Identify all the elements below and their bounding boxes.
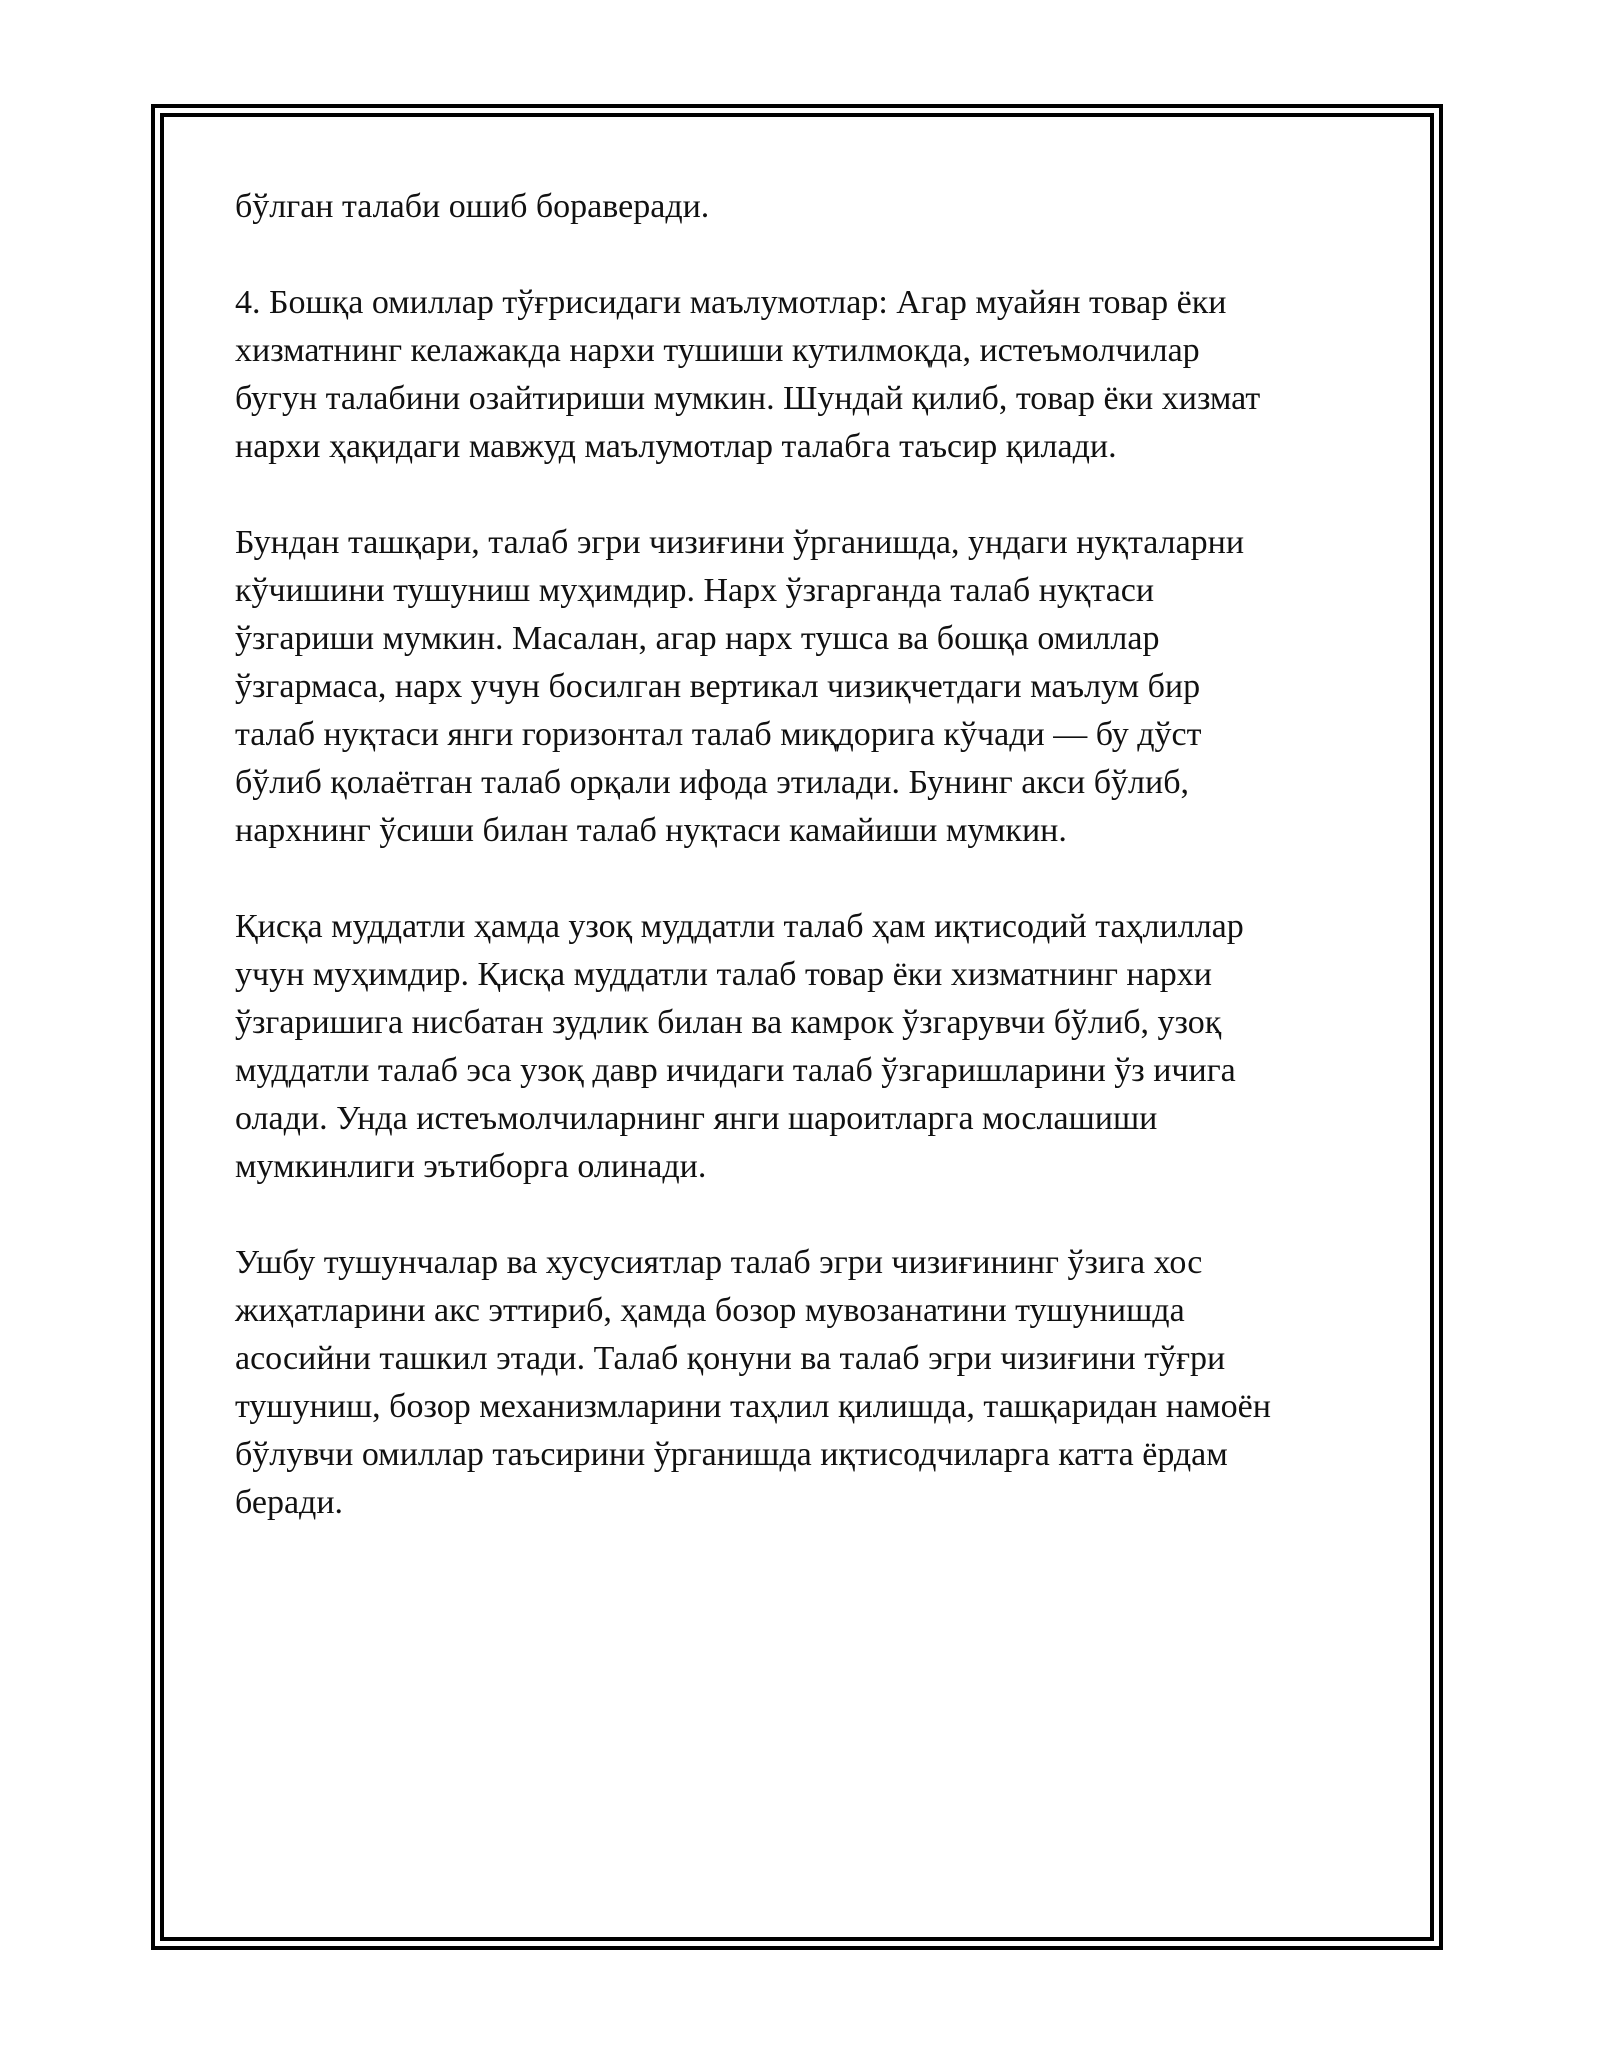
paragraph-short-long-term-demand: Қисқа муддатли ҳамда узоқ муддатли талаб ҳам иқтисодий таҳлиллар учун муҳимдир. Қисқа муддатли талаб товар ёки хизматнинг нархи ўзгаришига нисбатан зудлик билан ва камрок ўзгарувчи бўлиб, узоқ муддатли талаб эса узоқ давр ичидаги талаб ўзгаришларини ўз ичига олади. Унда истеъмолчиларнинг янги шароитларга мослашиши мумкинлиги эътиборга олинади. <box>235 908 1244 1185</box>
paragraph-demand-curve-points: Бундан ташқари, талаб эгри чизиғини ўрганишда, ундаги нуқталарни кўчишини тушуниш муҳимдир. Нарх ўзгарганда талаб нуқтаси ўзгариши мумкин. Масалан, агар нарх тушса ва бошқа омиллар ўзгармаса, нарх учун босилган вертикал чизиқчетдаги маълум бир талаб нуқтаси янги горизонтал талаб миқдорига кўчади — бу дўст бўлиб қолаётган талаб орқали ифода этилади. Бунинг акси бўлиб, нархнинг ўсиши билан талаб нуқтаси камайиши мумкин. <box>235 524 1245 849</box>
page-body <box>235 183 1385 1575</box>
paragraph-other-factors: 4. Бошқа омиллар тўғрисидаги маълумотлар: Агар муайян товар ёки хизматнинг келажакда нархи тушиши кутилмоқда, истеъмолчилар бугун талабини озайтириши мумкин. Шундай қилиб, товар ёки хизмат нархи ҳақидаги мавжуд маълумотлар талабга таъсир қилади. <box>235 284 1261 465</box>
paragraph-conclusion: Ушбу тушунчалар ва хусусиятлар талаб эгри чизиғининг ўзига хос жиҳатларини акс эттириб, ҳамда бозор мувозанатини тушунишда асосийни ташкил этади. Талаб қонуни ва талаб эгри чизиғини тўғри тушуниш, бозор механизмларини таҳлил қилишда, ташқаридан намоён бўлувчи омиллар таъсирини ўрганишда иқтисодчиларга катта ёрдам беради. <box>235 1244 1271 1521</box>
paragraph-continuation: бўлган талаби ошиб бораверади. <box>235 188 710 225</box>
